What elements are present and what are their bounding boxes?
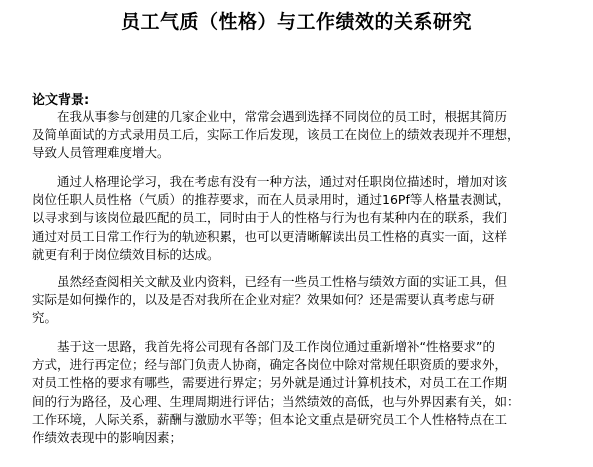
paragraph-line: 通过人格理论学习，我在考虑有没有一种方法，通过对任职岗位描述时，增加对该: [32, 174, 508, 189]
document-title: 员工气质（性格）与工作绩效的关系研究: [120, 11, 472, 33]
paragraph-line: 以寻求到与该岗位最匹配的员工，同时由于人的性格与行为也有某种内在的联系，我们: [32, 210, 508, 226]
paragraph-line: 方式，进行再定位；经与部门负责人协商，确定各岗位中除对常规任职资质的要求外，: [32, 357, 508, 373]
paragraph-line: 导致人员管理难度增大。: [32, 145, 170, 161]
paragraph-line: 对员工性格的要求有哪些，需要进行界定；另外就是通过计算机技术，对员工在工作期: [32, 375, 508, 391]
paragraph-line: 实际是如何操作的，以及是否对我所在企业对症？效果如何？还是需要认真考虑与研: [32, 292, 495, 308]
section-heading: 论文背景:: [32, 93, 90, 108]
paragraph-line: 虽然经查阅相关文献及业内资料，已经有一些员工性格与绩效方面的实证工具，但: [32, 274, 508, 289]
paragraph-4: [32, 338, 588, 447]
paragraph-line: 工作环境，人际关系，薪酬与激励水平等；但本论文重点是研究员工个人性格特点在工: [32, 411, 508, 427]
paragraph-line: 究。: [32, 310, 58, 326]
paragraph-line: 岗位任职人员性格（气质）的推荐要求，而在人员录用时，通过16Pf等人格量表测试，: [32, 192, 510, 208]
paragraph-3: [32, 273, 588, 328]
paragraph-line: 及简单面试的方式录用员工后，实际工作后发现，该员工在岗位上的绩效表现并不理想，: [32, 127, 520, 143]
paragraph-line: 通过对员工日常工作行为的轨迹积累，也可以更清晰解读出员工性格的真实一面，这样: [32, 228, 508, 244]
paragraph-line: 基于这一思路，我首先将公司现有各部门及工作岗位通过重新增补“性格要求”的: [32, 339, 495, 354]
paragraph-line: 就更有利于岗位绩效目标的达成。: [32, 246, 220, 262]
paragraph-line: 作绩效表现中的影响因素；: [32, 430, 183, 446]
paragraph-line: 在我从事参与创建的几家企业中，常常会遇到选择不同岗位的员工时，根据其简历: [32, 109, 508, 124]
paragraph-2: [32, 173, 588, 264]
paragraph-1: [32, 108, 588, 163]
paragraph-line: 间的行为路径，及心理、生理周期进行评估；当然绩效的高低，也与外界因素有关，如：: [32, 393, 520, 409]
